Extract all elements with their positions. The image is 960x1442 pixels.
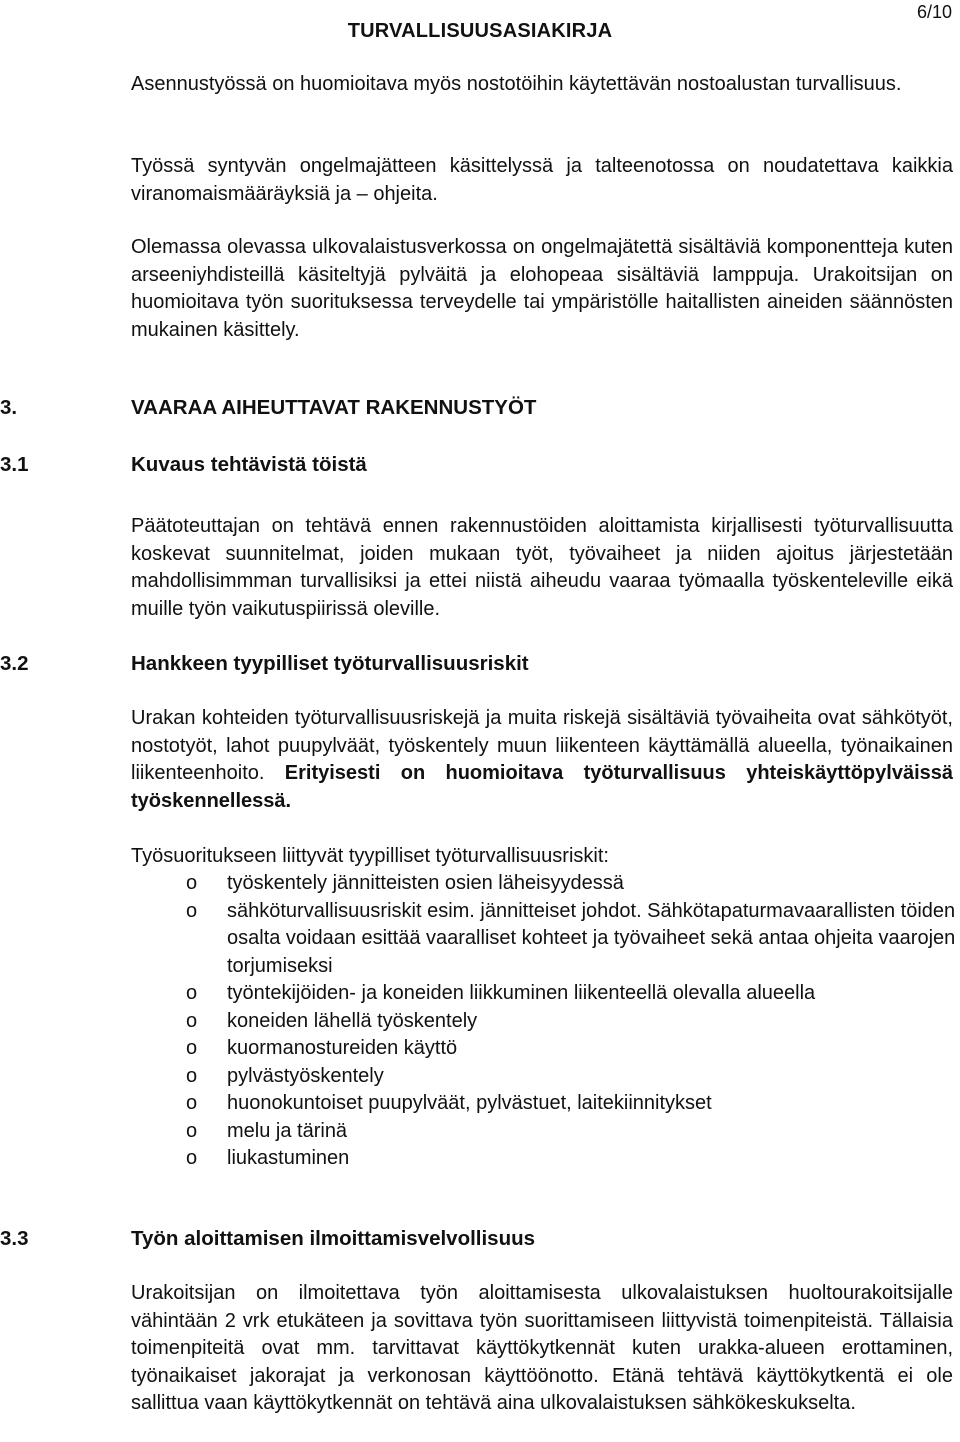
intro-paragraph-2: Työssä syntyvän ongelmajätteen käsittelyssä ja talteenotossa on noudatettava kaikkia viranomaismääräyksiä ja – ohjeita.	[131, 155, 953, 205]
bullet-icon: o	[186, 1037, 198, 1059]
section-3-number: 3.	[0, 396, 18, 419]
section-3-2-number: 3.2	[0, 652, 29, 675]
risk-list	[186, 870, 956, 1173]
list-item: o pylvästyöskentely	[186, 1063, 956, 1091]
bullet-icon: o	[186, 1147, 198, 1169]
section-3-2-title: Hankkeen tyypilliset työturvallisuusriskit	[131, 652, 529, 675]
section-3-3-text: Urakoitsijan on ilmoitettava työn aloittamisesta ulkovalaistuksen huoltourakoitsijalle vähintään 2 vrk etukäteen ja sovittava työn suorittamiseen liittyvistä toimenpiteistä. Tällaisia toimenpiteitä ovat mm. tarvittavat käyttökytkennät kuten urakka-alueen erottaminen, työnaikaiset jakorajat ja verkonosan käyttöönotto. Etänä tehtävä käyttökytkentä ei ole sallittua vaan käyttökytkennät on tehtävä aina ulkovalaistuksen sähkökeskukselta.	[131, 1282, 953, 1414]
section-3-title: VAARAA AIHEUTTAVAT RAKENNUSTYÖT	[131, 396, 537, 419]
intro-paragraph-3: Olemassa olevassa ulkovalaistusverkossa on ongelmajätettä sisältäviä komponentteja kuten arseeniyhdisteillä käsiteltyjä pylväitä ja elohopeaa sisältäviä lamppuja. Urakoitsijan on huomioitava työn suorituksessa terveydelle tai ympäristölle haitallisten aineiden säännösten mukainen käsittely.	[131, 236, 953, 341]
list-item: o kuormanostureiden käyttö	[186, 1035, 956, 1063]
bullet-icon: o	[186, 1092, 198, 1114]
section-3-3-number: 3.3	[0, 1227, 29, 1250]
section-3-2-text-emphasis: Erityisesti on huomioitava työturvallisuus yhteiskäyttöpylväissä työskennellessä.	[131, 762, 953, 812]
intro-paragraph-1: Asennustyössä on huomioitava myös nostotöihin käytettävän nostoalustan turvallisuus.	[131, 73, 902, 95]
section-3-3-title: Työn aloittamisen ilmoittamisvelvollisuus	[131, 1227, 536, 1250]
section-3-1-number: 3.1	[0, 453, 29, 476]
bullet-icon: o	[186, 1009, 198, 1032]
bullet-icon: o	[186, 982, 198, 1004]
section-3-1-text: Päätoteuttajan on tehtävä ennen rakennustöiden aloittamista kirjallisesti työturvallisuutta koskevat suunnitelmat, joiden mukaan työt, työvaiheet ja niiden ajoitus järjestetään mahdollisimmman turvallisiksi ja ettei niistä aiheudu vaaraa työmaalla työskenteleville eikä muille työn vaikutuspiirissä oleville.	[131, 515, 953, 620]
list-item: o huonokuntoiset puupylväät, pylvästuet, laitekiinnitykset	[186, 1090, 956, 1118]
list-item: o liukastuminen	[186, 1145, 956, 1173]
list-item: o melu ja tärinä	[186, 1118, 956, 1146]
section-3-2-text	[131, 705, 953, 815]
section-3-1-title: Kuvaus tehtävistä töistä	[131, 453, 367, 476]
bullet-icon: o	[186, 899, 198, 922]
list-item: o koneiden lähellä työskentely	[186, 1008, 956, 1036]
section-3-2-text-regular: Urakan kohteiden työturvallisuusriskejä ja muita riskejä sisältäviä työvaiheita ovat sähkötyöt, nostotyöt, lahot puupylväät, työskentely muun liikenteen käyttämällä alueella, työnaikainen liikenteenhoito.	[131, 707, 953, 784]
bullet-icon: o	[186, 1119, 198, 1142]
bullet-icon: o	[186, 1064, 198, 1087]
list-item: o työntekijöiden- ja koneiden liikkuminen liikenteellä olevalla alueella	[186, 980, 956, 1008]
list-item: o sähköturvallisuusriskit esim. jännitteiset johdot. Sähkötapaturmavaarallisten töiden osalta voidaan esittää vaaralliset kohteet ja työvaiheet sekä antaa ohjeita vaarojen torjumiseksi	[186, 899, 956, 977]
document-title: TURVALLISUUSASIAKIRJA	[347, 20, 613, 42]
list-item: o työskentely jännitteisten osien läheisyydessä	[186, 870, 956, 898]
bullet-icon: o	[186, 872, 198, 894]
risk-list-intro: Työsuoritukseen liittyvät tyypilliset työturvallisuusriskit:	[131, 845, 609, 867]
page-number: 6/10	[916, 2, 952, 22]
